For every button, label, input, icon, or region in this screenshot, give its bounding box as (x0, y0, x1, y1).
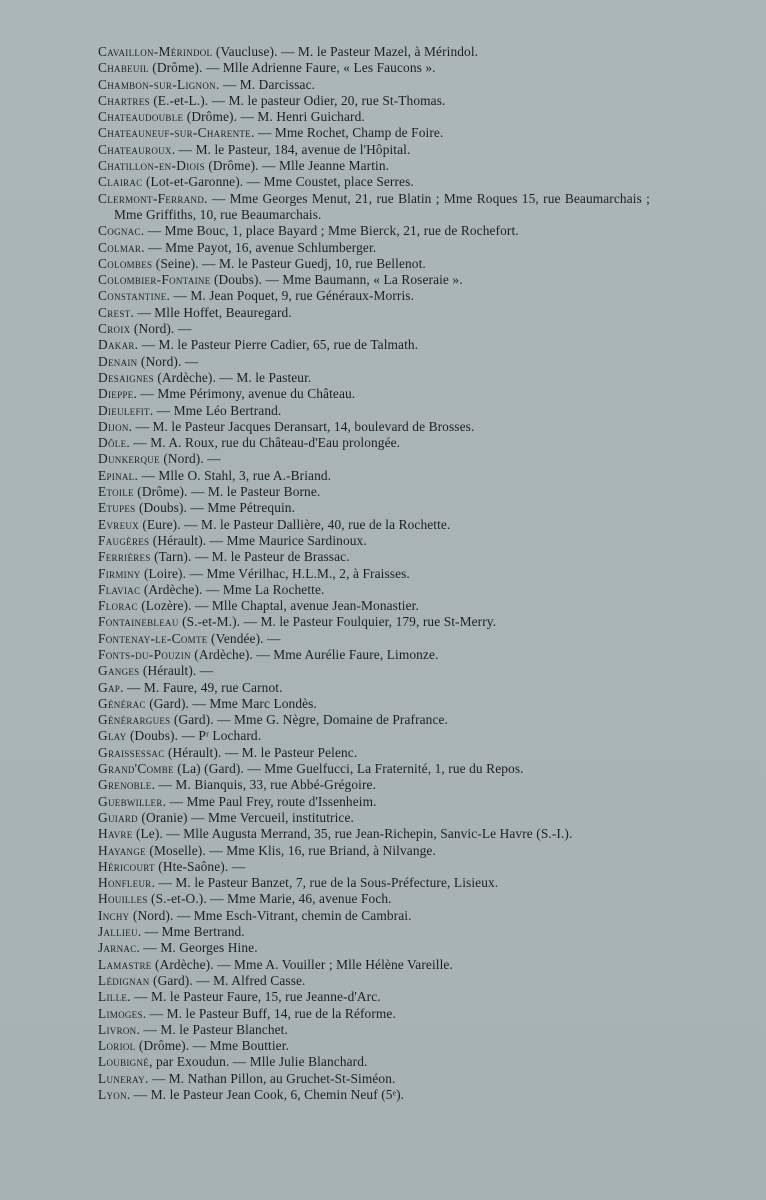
town-name: Graissessac (98, 744, 165, 760)
list-item (98, 614, 650, 630)
town-name: Fonts-du-Pouzin (98, 646, 191, 662)
list-item (98, 794, 650, 810)
town-name: Générac (98, 695, 146, 711)
entry-details: (Doubs). — Mme Baumann, « La Roseraie ». (210, 272, 463, 288)
list-item (98, 142, 650, 158)
list-item (98, 761, 650, 777)
town-name: Colombier-Fontaine (98, 272, 211, 288)
list-item (98, 288, 650, 304)
entry-details: (Lot-et-Garonne). — Mme Coustet, place Serres. (142, 174, 414, 190)
entry-details: . — M. le Pasteur Jacques Deransart, 14, boulevard de Brosses. (128, 418, 475, 434)
entry-details: (Tarn). — M. le Pasteur de Brassac. (150, 549, 350, 565)
entry-details: . — M. A. Roux, rue du Château-d'Eau prolongée. (126, 435, 401, 451)
town-name: Jarnac (98, 940, 137, 956)
list-item (98, 875, 650, 891)
town-name: Chambon-sur-Lignon (98, 76, 216, 92)
entry-details: . — M. le Pasteur Jean Cook, 6, Chemin Neuf (5ᵉ). (126, 1087, 405, 1102)
entry-details: (Drôme). — Mlle Adrienne Faure, « Les Faucons ». (148, 60, 436, 76)
entry-details: (Hérault). — Mme Maurice Sardinoux. (149, 532, 367, 548)
list-item (98, 1087, 650, 1103)
entry-details: (Ardèche). — M. le Pasteur. (153, 369, 312, 385)
entry-details: (Doubs). — Mme Pétrequin. (135, 500, 296, 516)
entry-details: (E.-et-L.). — M. le pasteur Odier, 20, rue St-Thomas. (149, 92, 446, 108)
entry-details: . — Mlle O. Stahl, 3, rue A.-Briand. (134, 467, 332, 483)
town-name: Chateaudouble (98, 109, 184, 125)
town-name: Lamastre (98, 956, 152, 972)
town-name: Limoges (98, 1005, 143, 1021)
town-name: Florac (98, 598, 138, 614)
entry-details: . — Mme Bouc, 1, place Bayard ; Mme Bierck, 21, rue de Rochefort. (140, 223, 519, 239)
entry-details: (Lozère). — Mlle Chaptal, avenue Jean-Monastier. (137, 598, 419, 614)
town-name: Dijon (98, 418, 129, 434)
list-item (98, 1071, 650, 1087)
list-item (98, 272, 650, 288)
list-item (98, 321, 650, 337)
entry-details: . — M. Faure, 49, rue Carnot. (120, 679, 283, 695)
town-name: Etupes (98, 500, 136, 516)
town-name: Lédignan (98, 972, 150, 988)
list-item (98, 566, 650, 582)
entry-details: (S.-et-M.). — M. le Pasteur Foulquier, 179, rue St-Merry. (178, 614, 497, 630)
list-item (98, 240, 650, 256)
town-name: Glay (98, 728, 127, 744)
entry-details: (Oranie) — Mme Vercueil, institutrice. (137, 809, 354, 825)
town-name: Guebwiller (98, 793, 163, 809)
entry-details: (Ardèche). — Mme A. Vouiller ; Mlle Hélène Vareille. (151, 956, 453, 972)
town-name: Inchy (98, 907, 130, 923)
entry-details: (S.-et-O.). — Mme Marie, 46, avenue Foch. (147, 891, 392, 907)
entry-details: (Vendée). — (207, 630, 281, 646)
entry-details: (Hérault). — (139, 663, 214, 679)
list-item (98, 859, 650, 875)
list-item (98, 435, 650, 451)
entry-details: (Nord). — (130, 321, 192, 337)
town-name: Dunkerque (98, 451, 160, 467)
entry-details: (Vaucluse). — M. le Pasteur Mazel, à Mérindol. (212, 44, 479, 59)
entry-details: (Gard). — Mme Marc Londès. (145, 695, 317, 711)
list-item (98, 924, 650, 940)
town-name: Ferrières (98, 549, 151, 565)
entry-details: (Drôme). — M. le Pasteur Borne. (133, 484, 321, 500)
list-item (98, 419, 650, 435)
town-name: Lyon (98, 1087, 127, 1102)
town-name: Constantine (98, 288, 167, 304)
town-name: Guiard (98, 809, 138, 825)
list-item (98, 598, 650, 614)
entry-details: . — Mme Léo Bertrand. (149, 402, 282, 418)
list-item (98, 77, 650, 93)
list-item (98, 517, 650, 533)
entry-details: . — M. le Pasteur Banzet, 7, rue de la Sous-Préfecture, Lisieux. (151, 875, 499, 891)
town-name: Cognac (98, 223, 141, 239)
entry-details: (Gard). — M. Alfred Casse. (149, 972, 306, 988)
entry-details: . — M. Darcissac. (215, 76, 316, 92)
town-name: Firminy (98, 565, 141, 581)
town-name: Honfleur (98, 875, 152, 891)
entry-details: (Le). — Mlle Augusta Merrand, 35, rue Jean-Richepin, Sanvic-Le Havre (S.-I.). (132, 826, 573, 842)
list-item (98, 549, 650, 565)
list-item (98, 940, 650, 956)
town-name: Cavaillon-Mérindol (98, 44, 213, 59)
list-item (98, 223, 650, 239)
town-name: Denain (98, 353, 138, 369)
entry-details: . — M. le Pasteur, 184, avenue de l'Hôpital. (171, 141, 411, 157)
town-name: Croix (98, 321, 131, 337)
list-item (98, 1022, 650, 1038)
entry-details: . — Mme Payot, 16, avenue Schlumberger. (141, 239, 377, 255)
list-item (98, 484, 650, 500)
town-name: Evreux (98, 516, 139, 532)
entry-details: (Drôme). — Mlle Jeanne Martin. (204, 158, 390, 174)
list-item (98, 370, 650, 386)
entry-details: . — Mme Périmony, avenue du Château. (133, 386, 356, 402)
entry-details: (Hte-Saône). — (154, 858, 246, 874)
entry-details: (La) (Gard). — Mme Guelfucci, La Fraternité, 1, rue du Repos. (173, 761, 524, 777)
entry-details: , par Exoudun. — Mlle Julie Blanchard. (149, 1054, 368, 1070)
entry-details: . — M. Jean Poquet, 9, rue Généraux-Morris. (166, 288, 415, 304)
town-name: Livron (98, 1021, 137, 1037)
list-item (98, 631, 650, 647)
list-item (98, 256, 650, 272)
town-name: Fontenay-le-Comte (98, 630, 208, 646)
list-item (98, 125, 650, 141)
town-name: Chateauroux (98, 141, 172, 157)
entry-details: (Seine). — M. le Pasteur Guedj, 10, rue Bellenot. (152, 255, 426, 271)
entry-details: . — Mlle Hoffet, Beauregard. (130, 304, 292, 320)
town-name: Dôle (98, 435, 127, 451)
list-item (98, 109, 650, 125)
list-item (98, 337, 650, 353)
list-item (98, 354, 650, 370)
list-item (98, 973, 650, 989)
town-name: Dakar (98, 337, 135, 353)
entry-details: (Drôme). — Mme Bouttier. (135, 1038, 289, 1054)
list-item (98, 745, 650, 761)
entry-details: . — Mme Georges Menut, 21, rue Blatin ; Mme Roques 15, rue Beaumarchais ; Mme Griffiths, 10, rue Beaumarchais. (114, 190, 650, 222)
list-item (98, 663, 650, 679)
address-list (98, 44, 650, 1103)
entry-details: (Gard). — Mme G. Nègre, Domaine de Prafrance. (170, 712, 448, 728)
list-item (98, 533, 650, 549)
list-item (98, 451, 650, 467)
entry-details: . — Mme Paul Frey, route d'Issenheim. (162, 793, 377, 809)
list-item (98, 44, 650, 60)
entry-details: . — M. Bianquis, 33, rue Abbé-Grégoire. (151, 777, 377, 793)
list-item (98, 500, 650, 516)
town-name: Colombes (98, 255, 153, 271)
list-item (98, 174, 650, 190)
list-item (98, 843, 650, 859)
list-item (98, 191, 650, 224)
list-item (98, 777, 650, 793)
town-name: Grenoble (98, 777, 152, 793)
entry-details: (Hérault). — M. le Pasteur Pelenc. (164, 744, 358, 760)
list-item (98, 582, 650, 598)
town-name: Flaviac (98, 581, 141, 597)
town-name: Etoile (98, 484, 134, 500)
entry-details: . — M. le Pasteur Pierre Cadier, 65, rue de Talmath. (134, 337, 419, 353)
town-name: Dieulefit (98, 402, 150, 418)
town-name: Chatillon-en-Diois (98, 158, 205, 174)
town-name: Grand'Combe (98, 761, 174, 777)
entry-details: (Doubs). — Pʳ Lochard. (126, 728, 262, 744)
town-name: Colmar (98, 239, 142, 255)
town-name: Chartres (98, 92, 150, 108)
list-item (98, 93, 650, 109)
town-name: Héricourt (98, 858, 155, 874)
list-item (98, 60, 650, 76)
entry-details: . — Mme Bertrand. (137, 924, 245, 940)
entry-details: (Nord). — (137, 353, 199, 369)
town-name: Loubigné (98, 1054, 150, 1070)
list-item (98, 957, 650, 973)
list-item (98, 680, 650, 696)
list-item (98, 647, 650, 663)
town-name: Ganges (98, 663, 140, 679)
town-name: Jallieu (98, 924, 138, 940)
entry-details: . — M. le Pasteur Buff, 14, rue de la Réforme. (142, 1005, 396, 1021)
entry-details: (Ardèche). — Mme Aurélie Faure, Limonze. (190, 646, 439, 662)
town-name: Houilles (98, 891, 148, 907)
list-item (98, 403, 650, 419)
list-item (98, 158, 650, 174)
list-item (98, 1054, 650, 1070)
list-item (98, 908, 650, 924)
town-name: Clairac (98, 174, 143, 190)
list-item (98, 305, 650, 321)
list-item (98, 810, 650, 826)
town-name: Gap (98, 679, 121, 695)
list-item (98, 989, 650, 1005)
town-name: Chabeuil (98, 60, 149, 76)
entry-details: (Loire). — Mme Vérilhac, H.L.M., 2, à Fraisses. (140, 565, 410, 581)
town-name: Lille (98, 989, 128, 1005)
town-name: Chateauneuf-sur-Charente (98, 125, 251, 141)
list-item (98, 891, 650, 907)
list-item (98, 386, 650, 402)
list-item (98, 696, 650, 712)
list-item (98, 1038, 650, 1054)
entry-details: (Nord). — (159, 451, 221, 467)
entry-details: . — M. le Pasteur Faure, 15, rue Jeanne-d'Arc. (127, 989, 381, 1005)
entry-details: . — M. le Pasteur Blanchet. (136, 1021, 288, 1037)
list-item (98, 826, 650, 842)
list-item (98, 728, 650, 744)
town-name: Desaignes (98, 369, 154, 385)
entry-details: (Eure). — M. le Pasteur Dallière, 40, rue de la Rochette. (138, 516, 451, 532)
town-name: Crest (98, 304, 131, 320)
town-name: Clermont-Ferrand (98, 190, 205, 206)
entry-details: (Drôme). — M. Henri Guichard. (183, 109, 365, 125)
town-name: Fontainebleau (98, 614, 179, 630)
town-name: Dieppe (98, 386, 134, 402)
entry-details: (Nord). — Mme Esch-Vitrant, chemin de Cambrai. (129, 907, 412, 923)
town-name: Faugères (98, 532, 150, 548)
town-name: Générargues (98, 712, 171, 728)
list-item (98, 468, 650, 484)
town-name: Hayange (98, 842, 146, 858)
town-name: Havre (98, 826, 133, 842)
entry-details: . — M. Nathan Pillon, au Gruchet-St-Siméon. (144, 1070, 396, 1086)
town-name: Loriol (98, 1038, 136, 1054)
entry-details: . — M. Georges Hine. (136, 940, 258, 956)
list-item (98, 712, 650, 728)
entry-details: (Moselle). — Mme Klis, 16, rue Briand, à Nilvange. (145, 842, 436, 858)
town-name: Luneray (98, 1070, 145, 1086)
town-name: Epinal (98, 467, 135, 483)
entry-details: . — Mme Rochet, Champ de Foire. (250, 125, 444, 141)
entry-details: (Ardèche). — Mme La Rochette. (140, 581, 325, 597)
list-item (98, 1006, 650, 1022)
